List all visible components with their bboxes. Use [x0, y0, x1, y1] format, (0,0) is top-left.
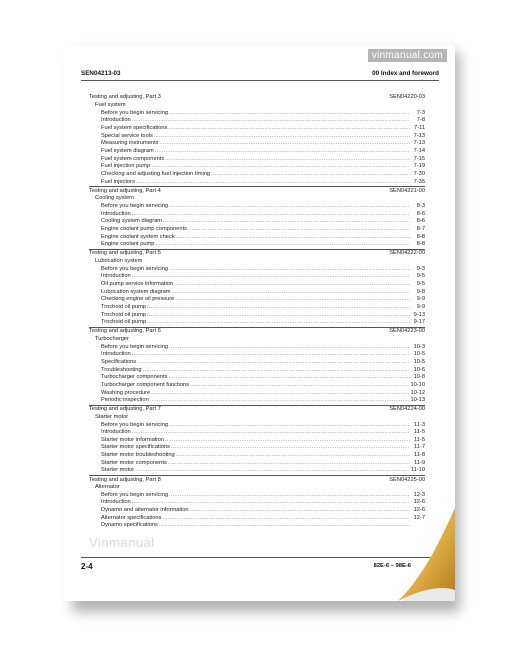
part-code: SEN04221-00 — [389, 187, 425, 194]
entry-label: Engine coolant system check — [101, 233, 175, 240]
entry-label: Alternator specifications — [101, 514, 162, 521]
entry-label: Dynamo specifications — [101, 522, 158, 529]
entry-page: 12-3 — [413, 491, 425, 498]
entry-label: Before you begin servicing — [101, 343, 169, 350]
entry-page: 7-13 — [413, 132, 425, 139]
entry-page: 7-15 — [413, 155, 425, 162]
entry-label: Introduction — [101, 499, 131, 506]
entry-label: Introduction — [101, 429, 131, 436]
entry-page: 7-11 — [414, 125, 425, 132]
entry-label: Washing procedure — [101, 389, 151, 396]
entry-page: 11-3 — [414, 421, 425, 428]
entry-page: 7-8 — [416, 117, 425, 124]
entry-page: 7-19 — [413, 163, 425, 170]
entry-label: Dynamo and alternator information — [101, 507, 189, 514]
watermark-logo: Vinmanual — [89, 535, 155, 550]
entry-page: 9-8 — [416, 288, 425, 295]
entry-label: Before you begin servicing — [101, 491, 169, 498]
entry-page: 12-6 — [413, 499, 425, 506]
entry-label: Fuel system components — [101, 155, 165, 162]
site-watermark: vinmanual.com — [368, 49, 447, 62]
entry-label: Cooling system diagram — [101, 218, 163, 225]
entry-page: 11-7 — [414, 444, 425, 451]
entry-label: Trochoid oil pump — [101, 303, 146, 310]
entry-label: Before you begin servicing — [101, 265, 169, 272]
entry-label: Trochoid oil pump — [101, 319, 146, 326]
entry-label: Starter motor troubleshooting — [101, 452, 175, 459]
entry-page: 8-6 — [416, 218, 425, 225]
entry-page: 9-5 — [416, 280, 425, 287]
entry-label: Fuel system specifications — [101, 125, 168, 132]
entry-page: 8-3 — [416, 202, 425, 209]
entry-label: Oil pump service information — [101, 280, 174, 287]
entry-page: 10-5 — [413, 358, 425, 365]
entry-label: Fuel system diagram — [101, 147, 154, 154]
entry-label: Starter motor specifications — [101, 444, 170, 451]
entry-label: Introduction — [101, 210, 131, 217]
entry-label: Checking and adjusting fuel injection timing — [101, 170, 211, 177]
part-title: Testing and adjusting, Part 5 — [89, 250, 161, 257]
entry-page: 10-13 — [410, 397, 425, 404]
part-title: Testing and adjusting, Part 7 — [89, 406, 161, 413]
part-code: SEN04224-00 — [389, 406, 425, 413]
entry-label: Introduction — [101, 273, 131, 280]
entry-label: Fuel injection pump — [101, 163, 151, 170]
entry-page: 10-5 — [413, 351, 425, 358]
entry-page: 8-8 — [416, 233, 425, 240]
part-code: SEN04225-00 — [389, 476, 425, 483]
entry-page: 10-8 — [413, 374, 425, 381]
entry-page: 7-30 — [413, 170, 425, 177]
entry-label: Before you begin servicing — [101, 421, 169, 428]
entry-page: 8-6 — [416, 210, 425, 217]
entry-page: 9-9 — [416, 296, 425, 303]
part-title: Testing and adjusting, Part 8 — [89, 476, 161, 483]
entry-page: 11-5 — [414, 429, 425, 436]
entry-label: Measuring instruments — [101, 140, 159, 147]
entry-page: 11-9 — [414, 459, 425, 466]
entry-label: Turbocharger components — [101, 374, 168, 381]
chapter-title: 00 Index and foreword — [372, 70, 439, 77]
entry-page: 8-8 — [416, 241, 425, 248]
entry-label: Lubrication system diagram — [101, 288, 171, 295]
entry-label: Trochoid oil pump — [101, 311, 146, 318]
entry-page: 11-8 — [414, 452, 425, 459]
section-title: Fuel system — [95, 102, 126, 109]
entry-label: Starter motor components — [101, 459, 167, 466]
entry-page: 7-14 — [413, 147, 425, 154]
entry-page: 7-3 — [416, 109, 425, 116]
entry-label: Fuel injectors — [101, 178, 135, 185]
entry-page: 8-7 — [416, 225, 425, 232]
entry-page: 9-5 — [416, 273, 425, 280]
entry-page: 9-13 — [413, 311, 425, 318]
entry-page: 10-10 — [410, 381, 425, 388]
entry-label: Introduction — [101, 351, 131, 358]
entry-page: 9-3 — [416, 265, 425, 272]
entry-page: 10-12 — [410, 389, 425, 396]
entry-page: 9-9 — [416, 303, 425, 310]
entry-label: Troubleshooting — [101, 366, 142, 373]
entry-label: Engine coolant pump — [101, 241, 155, 248]
entry-page: 12-7 — [413, 514, 425, 521]
entry-page: 12-6 — [413, 507, 425, 514]
entry-page: 9-17 — [413, 319, 425, 326]
entry-page: 10-6 — [413, 366, 425, 373]
entry-label: Periodic inspection — [101, 397, 149, 404]
part-title: Testing and adjusting, Part 4 — [89, 187, 161, 194]
section-title: Starter motor — [95, 413, 129, 420]
section-title: Cooling system — [95, 195, 134, 202]
part-code: SEN04222-00 — [389, 250, 425, 257]
part-title: Testing and adjusting, Part 6 — [89, 328, 161, 335]
entry-label: Special service tools — [101, 132, 153, 139]
entry-page: 10-3 — [413, 343, 425, 350]
curl-flap — [398, 508, 455, 601]
entry-label: Turbocharger component functions — [101, 381, 189, 388]
entry-label: Specifications — [101, 358, 137, 365]
entry-page: 11-10 — [410, 467, 425, 474]
entry-label: Starter motor information — [101, 436, 164, 443]
part-code: SEN04223-00 — [389, 328, 425, 335]
section-title: Turbocharger — [95, 335, 129, 342]
entry-label: Checking engine oil pressure — [101, 296, 175, 303]
model-range: 82E-6 – 98E-6 — [373, 563, 411, 569]
entry-page: 7-35 — [413, 178, 425, 185]
entry-page: 11-5 — [414, 436, 425, 443]
part-title: Testing and adjusting, Part 3 — [89, 94, 161, 101]
entry-label: Before you begin servicing — [101, 202, 169, 209]
entry-label: Engine coolant pump components — [101, 225, 188, 232]
page-number: 2-4 — [81, 562, 93, 571]
document-code: SEN04213-03 — [81, 70, 121, 77]
entry-label: Starter motor — [101, 467, 135, 474]
entry-label: Before you begin servicing — [101, 109, 169, 116]
part-code: SEN04220-03 — [389, 94, 425, 101]
entry-page: 7-13 — [413, 140, 425, 147]
entry-label: Introduction — [101, 117, 131, 124]
section-title: Lubrication system — [95, 257, 143, 264]
section-title: Alternator — [95, 484, 120, 491]
